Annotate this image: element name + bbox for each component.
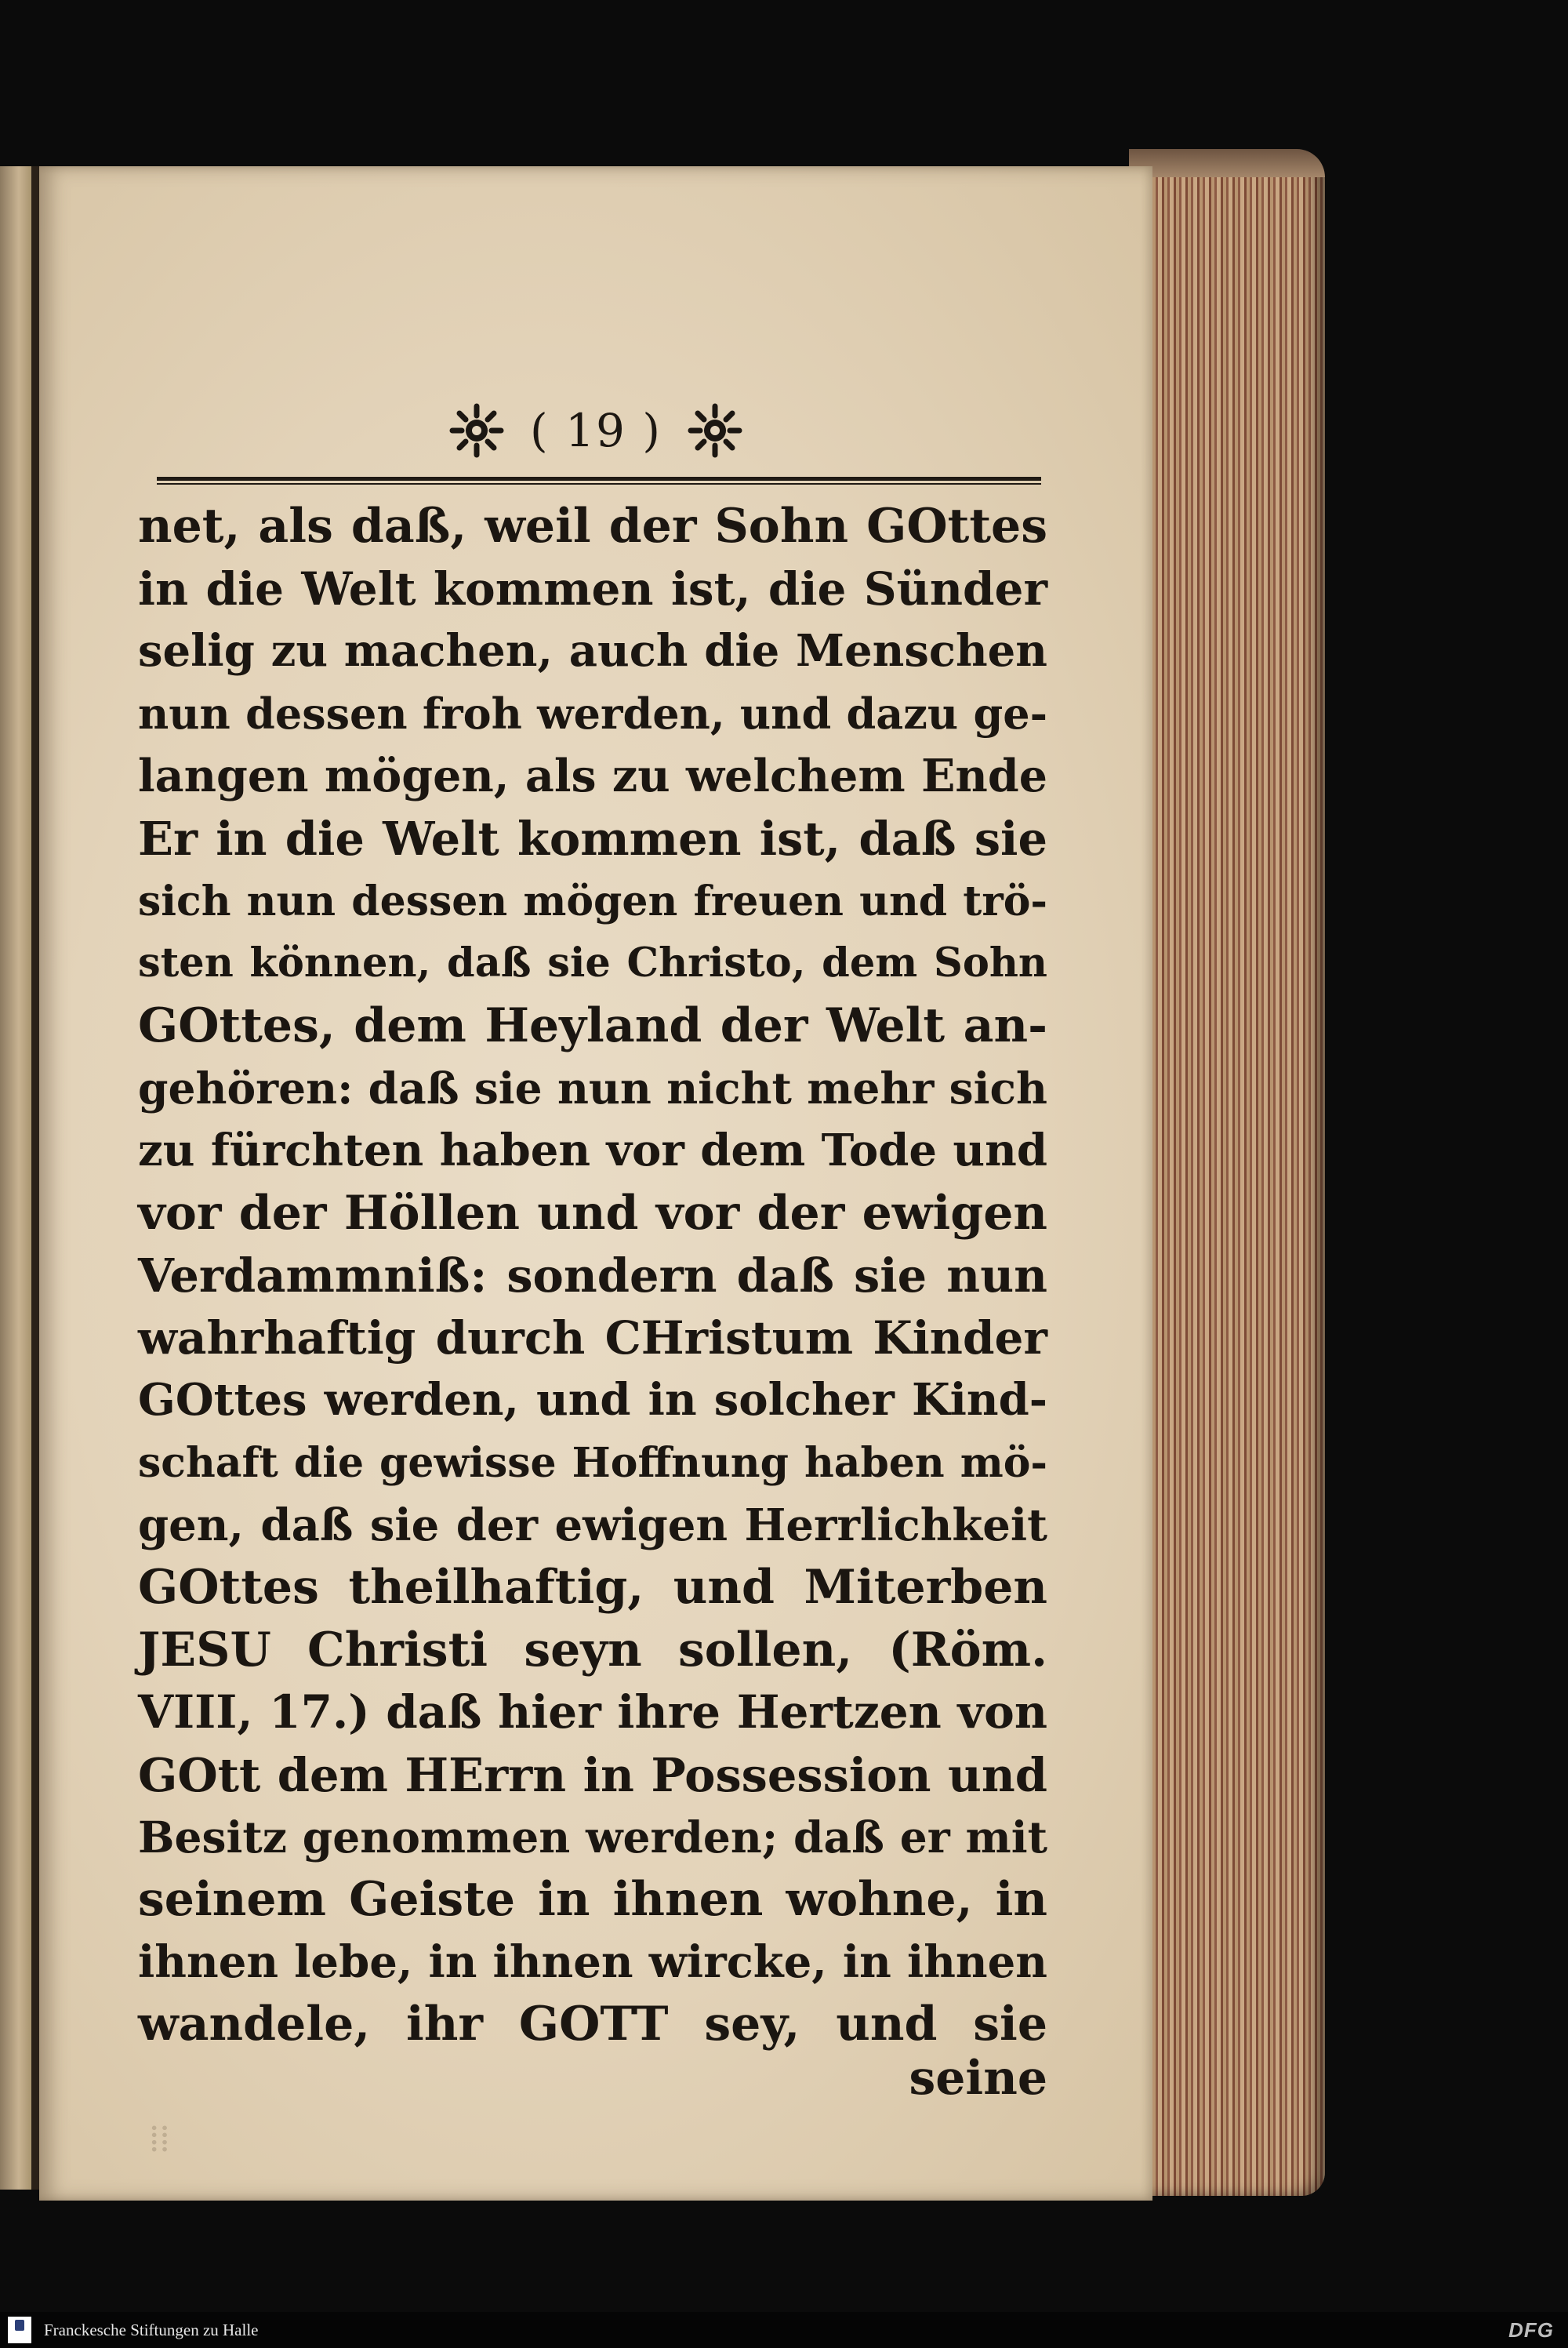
- text-line: net, als daß, weil der Sohn GOttes: [138, 499, 1047, 554]
- page-block-top: [1129, 149, 1325, 177]
- text-line: sten können, daß sie Christo, dem Sohn: [138, 940, 1047, 987]
- facing-page-edge: [0, 166, 34, 2190]
- left-ornament-icon: [448, 402, 506, 460]
- text-line: gehören: daß sie nun nicht mehr sich: [138, 1063, 1047, 1114]
- text-line: sich nun dessen mögen freuen und trö-: [138, 877, 1047, 925]
- text-line: in die Welt kommen ist, die Sünder: [138, 562, 1047, 616]
- show-through-mark: ⁞⁞: [149, 2117, 170, 2161]
- page-number: ( 19 ): [530, 404, 662, 457]
- text-line: Besitz genommen werden; daß er mit: [138, 1812, 1047, 1863]
- page-header: [204, 402, 988, 472]
- text-line: VIII, 17.) daß hier ihre Hertzen von: [138, 1685, 1047, 1739]
- text-line: nun dessen froh werden, und dazu ge-: [138, 688, 1047, 739]
- text-line: ihnen lebe, in ihnen wircke, in ihnen: [138, 1935, 1047, 1988]
- header-rule: [157, 477, 1041, 485]
- text-line: langen mögen, als zu welchem Ende: [138, 750, 1047, 803]
- footer-bar: [0, 2312, 1568, 2348]
- book-page: [39, 166, 1152, 2201]
- text-line: GOtt dem HErrn in Possession und: [138, 1747, 1047, 1802]
- text-line: selig zu machen, auch die Menschen: [138, 625, 1047, 678]
- dfg-logo: DFG: [1508, 2318, 1554, 2342]
- body-text: [138, 496, 1047, 2056]
- text-line: GOttes werden, und in solcher Kind-: [138, 1374, 1047, 1427]
- text-line: zu fürchten haben vor dem Tode und: [138, 1124, 1047, 1176]
- text-line: gen, daß sie der ewigen Herrlichkeit: [138, 1499, 1047, 1551]
- text-line: Verdammniß: sondern daß sie nun: [138, 1249, 1047, 1303]
- right-ornament-icon: [686, 402, 744, 460]
- text-line: GOttes theilhaftig, und Miterben: [138, 1560, 1047, 1616]
- logo-mark: [15, 2320, 24, 2331]
- text-line: Er in die Welt kommen ist, daß sie: [138, 811, 1047, 866]
- book-gutter: [31, 166, 39, 2190]
- text-line: seinem Geiste in ihnen wohne, in: [138, 1872, 1047, 1928]
- institution-name: Franckesche Stiftungen zu Halle: [44, 2321, 259, 2339]
- text-line: vor der Höllen und vor der ewigen: [138, 1185, 1047, 1241]
- institution-logo-icon: [8, 2317, 31, 2343]
- text-line: GOttes, dem Heyland der Welt an-: [138, 998, 1047, 1053]
- page-block-edges: [1129, 149, 1325, 2196]
- text-line: wandele, ihr GOTT sey, und sie: [138, 1997, 1047, 2052]
- text-line: schaft die gewisse Hoffnung haben mö-: [138, 1438, 1047, 1487]
- text-line: JESU Christi seyn sollen, (Röm.: [138, 1622, 1047, 1677]
- catchword: seine: [909, 2051, 1047, 2106]
- text-line: wahrhaftig durch CHristum Kinder: [138, 1310, 1047, 1365]
